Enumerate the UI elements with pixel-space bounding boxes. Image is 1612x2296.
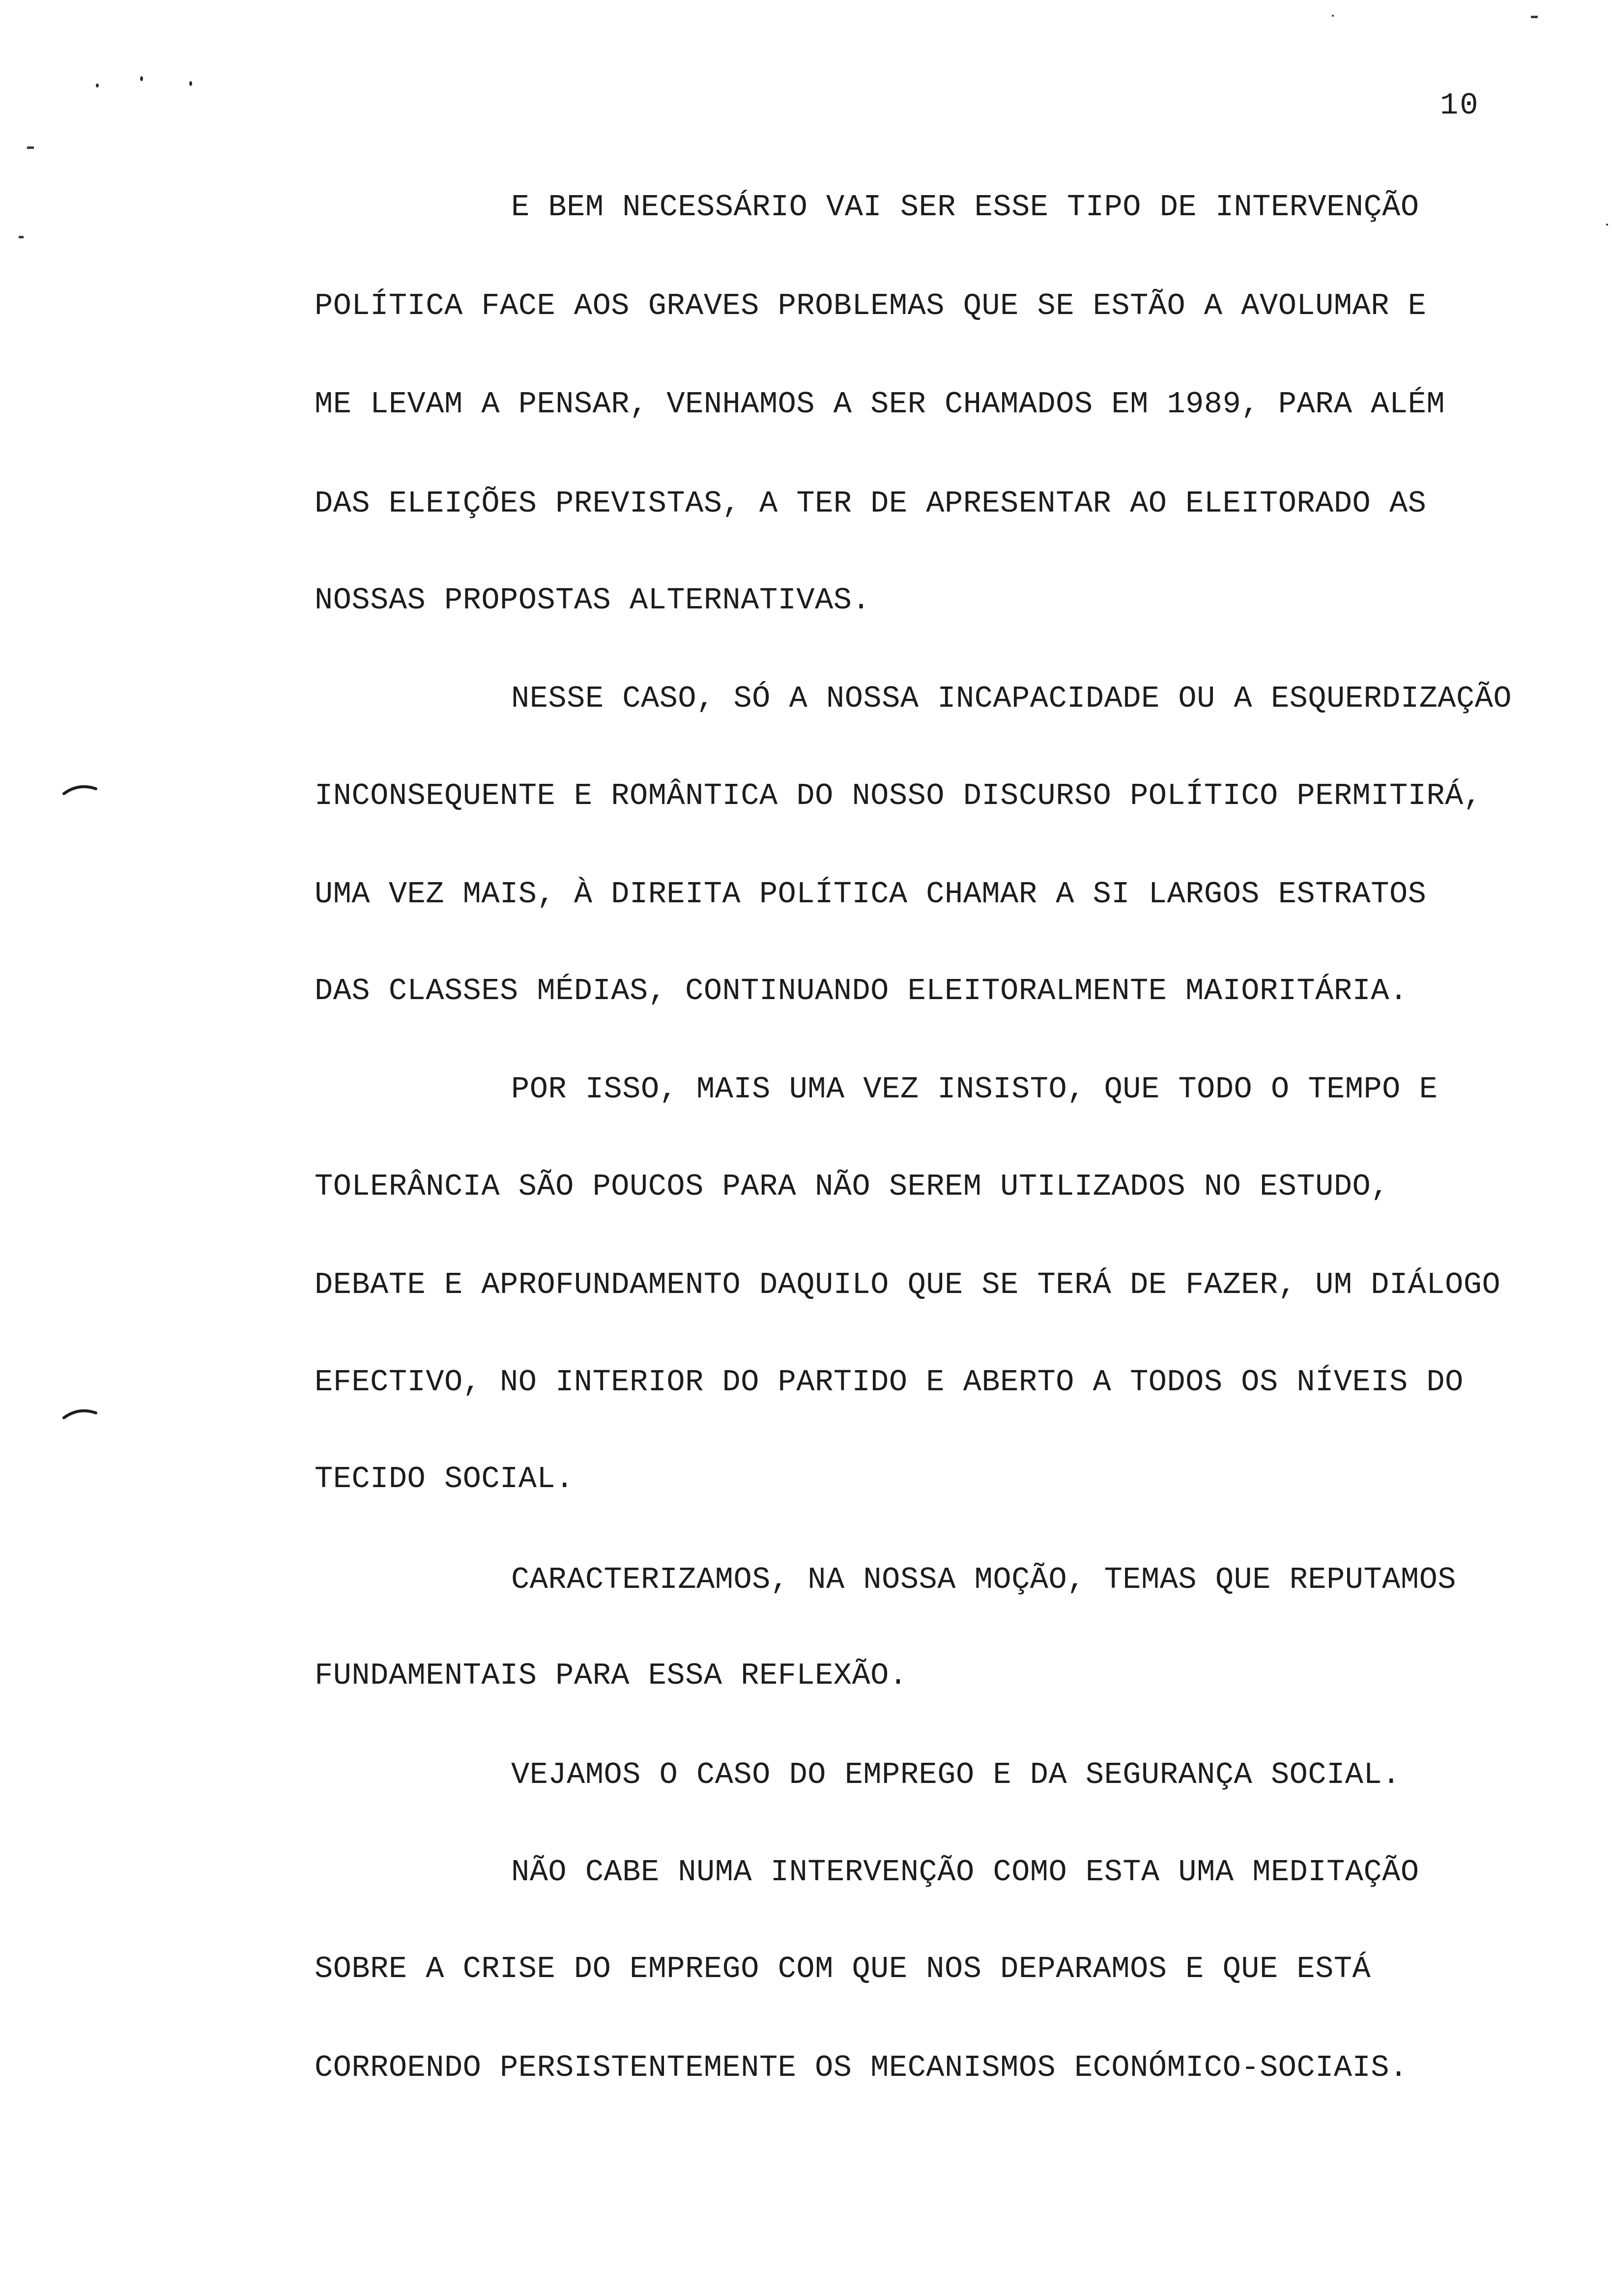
- text-line-17: VEJAMOS O CASO DO EMPREGO E DA SEGURANÇA SOCIAL.: [511, 1757, 1401, 1792]
- text-line-9: DAS CLASSES MÉDIAS, CONTINUANDO ELEITORALMENTE MAIORITÁRIA.: [315, 974, 1408, 1008]
- text-line-4: DAS ELEIÇÕES PREVISTAS, A TER DE APRESENTAR AO ELEITORADO AS: [315, 486, 1427, 521]
- text-line-7: INCONSEQUENTE E ROMÂNTICA DO NOSSO DISCURSO POLÍTICO PERMITIRÁ,: [315, 778, 1482, 813]
- binder-hole-mark-top: [61, 779, 101, 799]
- text-line-15: CARACTERIZAMOS, NA NOSSA MOÇÃO, TEMAS QUE REPUTAMOS: [511, 1562, 1457, 1597]
- scan-dash: [1531, 16, 1538, 18]
- text-line-1: E BEM NECESSÁRIO VAI SER ESSE TIPO DE INTERVENÇÃO: [511, 190, 1419, 225]
- text-line-16: FUNDAMENTAIS PARA ESSA REFLEXÃO.: [315, 1658, 908, 1693]
- binder-hole-mark-bottom: [61, 1403, 101, 1423]
- scan-speck: [1332, 15, 1334, 17]
- text-line-10: POR ISSO, MAIS UMA VEZ INSISTO, QUE TODO O TEMPO E: [511, 1072, 1438, 1107]
- scan-dash: [27, 146, 34, 149]
- text-line-3: ME LEVAM A PENSAR, VENHAMOS A SER CHAMADOS EM 1989, PARA ALÉM: [315, 387, 1445, 422]
- text-line-6: NESSE CASO, SÓ A NOSSA INCAPACIDADE OU A ESQUERDIZAÇÃO: [511, 681, 1512, 716]
- text-line-11: TOLERÂNCIA SÃO POUCOS PARA NÃO SEREM UTILIZADOS NO ESTUDO,: [315, 1169, 1389, 1204]
- text-line-19: SOBRE A CRISE DO EMPREGO COM QUE NOS DEPARAMOS E QUE ESTÁ: [315, 1952, 1371, 1986]
- text-line-20: CORROENDO PERSISTENTEMENTE OS MECANISMOS ECONÓMICO-SOCIAIS.: [315, 2050, 1408, 2085]
- text-line-5: NOSSAS PROPOSTAS ALTERNATIVAS.: [315, 583, 871, 618]
- scan-dash: [19, 236, 24, 238]
- scan-speck: [189, 81, 192, 86]
- text-line-8: UMA VEZ MAIS, À DIREITA POLÍTICA CHAMAR A SI LARGOS ESTRATOS: [315, 877, 1427, 912]
- scan-speck: [96, 84, 99, 87]
- scan-speck: [1606, 224, 1608, 226]
- text-line-13: EFECTIVO, NO INTERIOR DO PARTIDO E ABERTO A TODOS OS NÍVEIS DO: [315, 1365, 1464, 1400]
- text-line-14: TECIDO SOCIAL.: [315, 1462, 574, 1496]
- page-number: 10: [1440, 88, 1480, 123]
- scan-speck: [140, 76, 143, 81]
- text-line-18: NÃO CABE NUMA INTERVENÇÃO COMO ESTA UMA MEDITAÇÃO: [511, 1855, 1419, 1890]
- text-line-2: POLÍTICA FACE AOS GRAVES PROBLEMAS QUE SE ESTÃO A AVOLUMAR E: [315, 288, 1427, 323]
- text-line-12: DEBATE E APROFUNDAMENTO DAQUILO QUE SE TERÁ DE FAZER, UM DIÁLOGO: [315, 1267, 1501, 1302]
